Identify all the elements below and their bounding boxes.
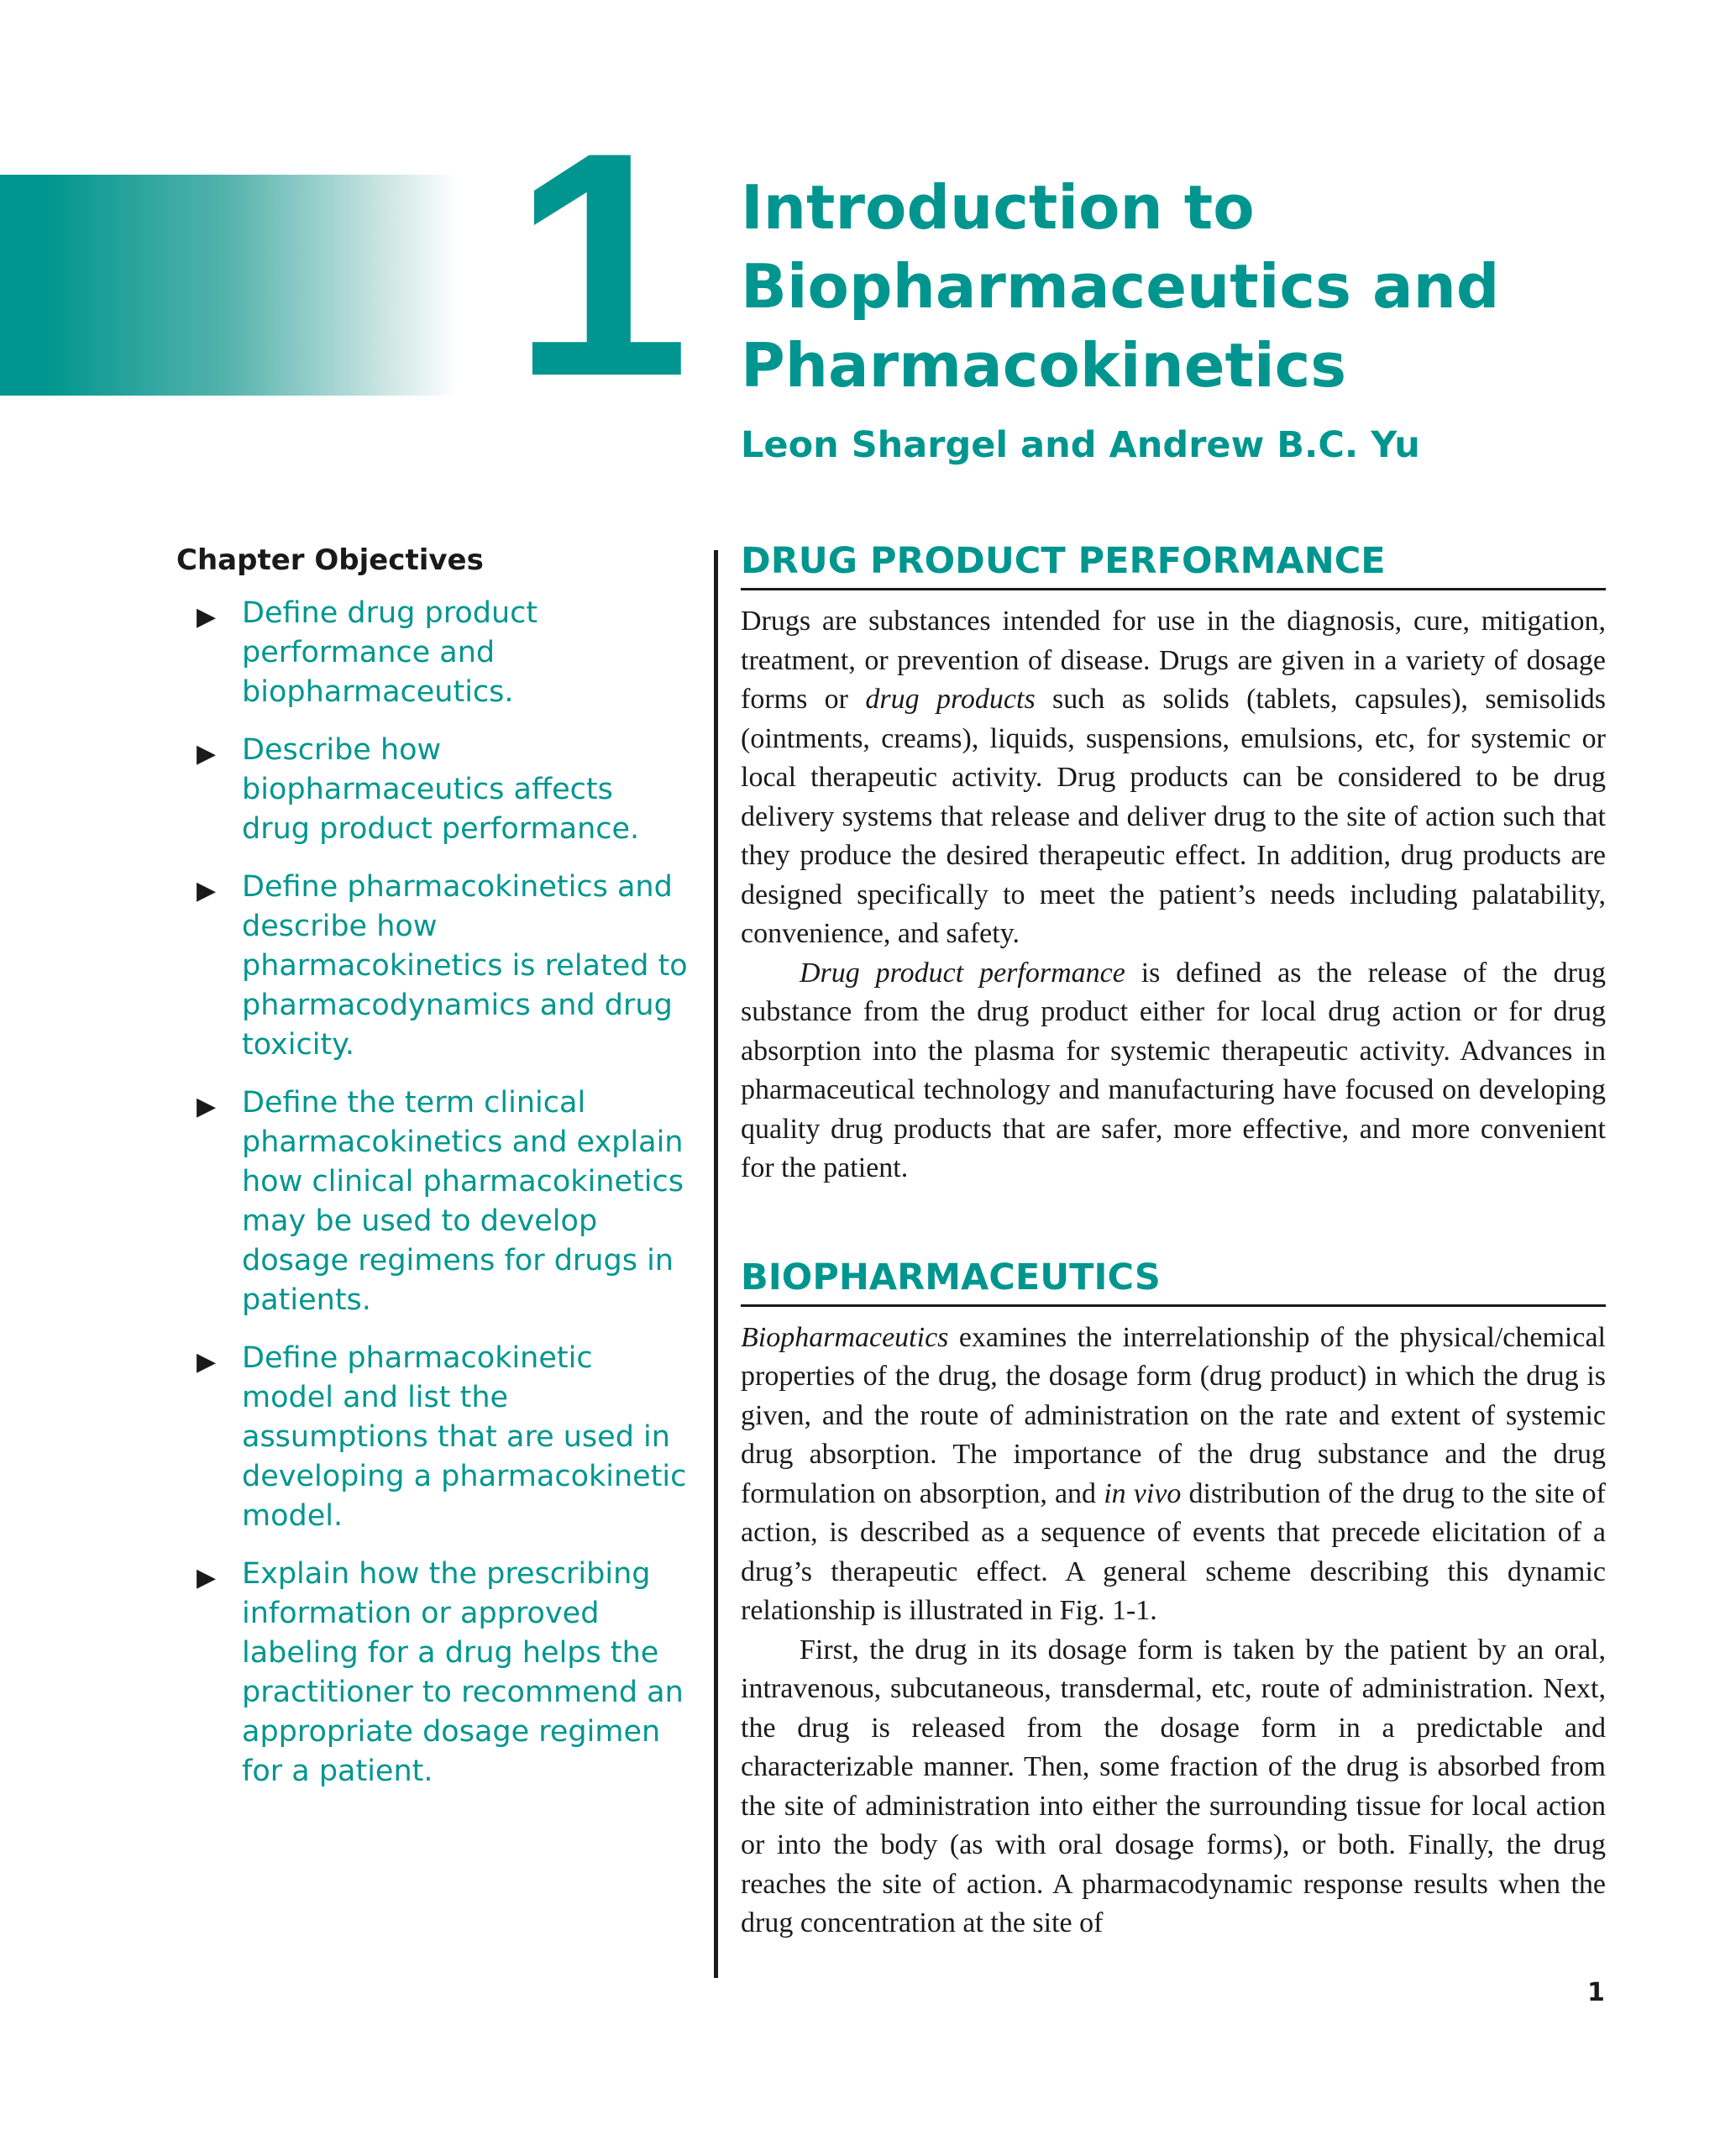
objective-item xyxy=(176,594,689,712)
body-paragraph xyxy=(741,1631,1606,1944)
text-run: distribution of the drug to the site of action, is described as a sequence of events that precede elicitation of a drug’s therapeutic effect. A general scheme describing this dynamic relationship is illustrated in Fig. 1-1. xyxy=(741,1477,1606,1626)
section-body xyxy=(741,602,1606,1188)
body-paragraph xyxy=(741,954,1606,1188)
objective-text: Define pharmacokinetics and describe how pharmacokinetics is related to pharmacodynamics and drug toxicity. xyxy=(242,870,688,1062)
section-drug-product-performance xyxy=(741,538,1606,1188)
bullet-arrow-icon: ▶ xyxy=(197,876,217,905)
bullet-arrow-icon: ▶ xyxy=(197,602,217,632)
chapter-title-line: Introduction to xyxy=(741,172,1255,243)
italic-term: Drug product performance xyxy=(800,957,1125,989)
chapter-title xyxy=(741,168,1665,405)
objective-item xyxy=(176,731,689,849)
chapter-title-line: Biopharmaceutics and xyxy=(741,251,1500,322)
italic-term: Biopharmaceutics xyxy=(741,1321,949,1353)
objective-text: Define pharmacokinetic model and list the assumptions that are used in developing a pharmacokinetic model. xyxy=(242,1341,687,1533)
bullet-arrow-icon: ▶ xyxy=(197,1563,217,1592)
italic-term: in vivo xyxy=(1104,1477,1182,1509)
objective-item xyxy=(176,1555,689,1791)
chapter-objectives-sidebar xyxy=(176,542,689,1810)
section-heading: BIOPHARMACEUTICS xyxy=(741,1254,1606,1307)
page-number: 1 xyxy=(1587,1978,1605,2007)
objective-item xyxy=(176,1339,689,1536)
objectives-list xyxy=(176,594,689,1791)
chapter-title-line: Pharmacokinetics xyxy=(741,330,1347,401)
objectives-heading: Chapter Objectives xyxy=(176,543,484,577)
text-run: examines the interrelationship of the physical/chemical properties of the drug, the dosage form (drug product) in which the drug is given, and the route of administration on the rate and extent of systemic drug absorption. The importance of the drug substance and the drug formulation on absorption, and xyxy=(741,1321,1606,1509)
text-run: Drugs are substances intended for use in the diagnosis, cure, mitigation, treatment, or prevention of disease. Drugs are given in a variety of dosage forms or xyxy=(741,606,1606,715)
section-body xyxy=(741,1319,1606,1944)
column-divider xyxy=(714,550,718,1978)
italic-term: drug products xyxy=(865,684,1036,715)
section-heading: DRUG PRODUCT PERFORMANCE xyxy=(741,538,1606,590)
bullet-arrow-icon: ▶ xyxy=(197,1347,217,1377)
main-content xyxy=(741,538,1606,1944)
chapter-number: 1 xyxy=(512,86,682,443)
chapter-banner-gradient xyxy=(0,175,458,396)
bullet-arrow-icon: ▶ xyxy=(197,1092,217,1121)
section-biopharmaceutics xyxy=(741,1254,1606,1944)
bullet-arrow-icon: ▶ xyxy=(197,739,217,769)
text-run: First, the drug in its dosage form is taken by the patient by an oral, intravenous, subcutaneous, transdermal, etc, route of administration. Next, the drug is released from the dosage form in a predictable and characterizable manner. Then, some fraction of the drug is absorbed from the site of administration into either the surrounding tissue for local action or into the body (as with oral dosage forms), or both. Finally, the drug reaches the site of action. A pharmacodynamic response results when the drug concentration at the site of xyxy=(741,1634,1606,1938)
objective-item xyxy=(176,868,689,1065)
objective-text: Describe how biopharmaceutics affects drug product performance. xyxy=(242,733,640,846)
objective-text: Define the term clinical pharmacokinetics and explain how clinical pharmacokinetics may be used to develop dosage regimens for drugs in patients. xyxy=(242,1086,684,1317)
text-run: such as solids (tablets, capsules), semisolids (ointments, creams), liquids, suspensions, emulsions, etc, for systemic or local therapeutic activity. Drug products can be considered to be drug delivery systems that release and deliver drug to the site of action such that they produce the desired therapeutic effect. In addition, drug products are designed specifically to meet the patient’s needs including palatability, convenience, and safety. xyxy=(741,684,1606,949)
body-paragraph xyxy=(741,602,1606,954)
objective-text: Explain how the prescribing information or approved labeling for a drug helps the practitioner to recommend an appropriate dosage regimen for a patient. xyxy=(242,1557,684,1788)
body-paragraph xyxy=(741,1319,1606,1631)
chapter-authors: Leon Shargel and Andrew B.C. Yu xyxy=(741,424,1420,466)
objective-text: Define drug product performance and biopharmaceutics. xyxy=(242,596,538,709)
objective-item xyxy=(176,1083,689,1320)
text-run: is defined as the release of the drug substance from the drug product either for local drug action or for drug absorption into the plasma for systemic therapeutic activity. Advances in pharmaceutical technology and manufacturing have focused on developing quality drug products that are safer, more effective, and more convenient for the patient. xyxy=(741,957,1606,1183)
